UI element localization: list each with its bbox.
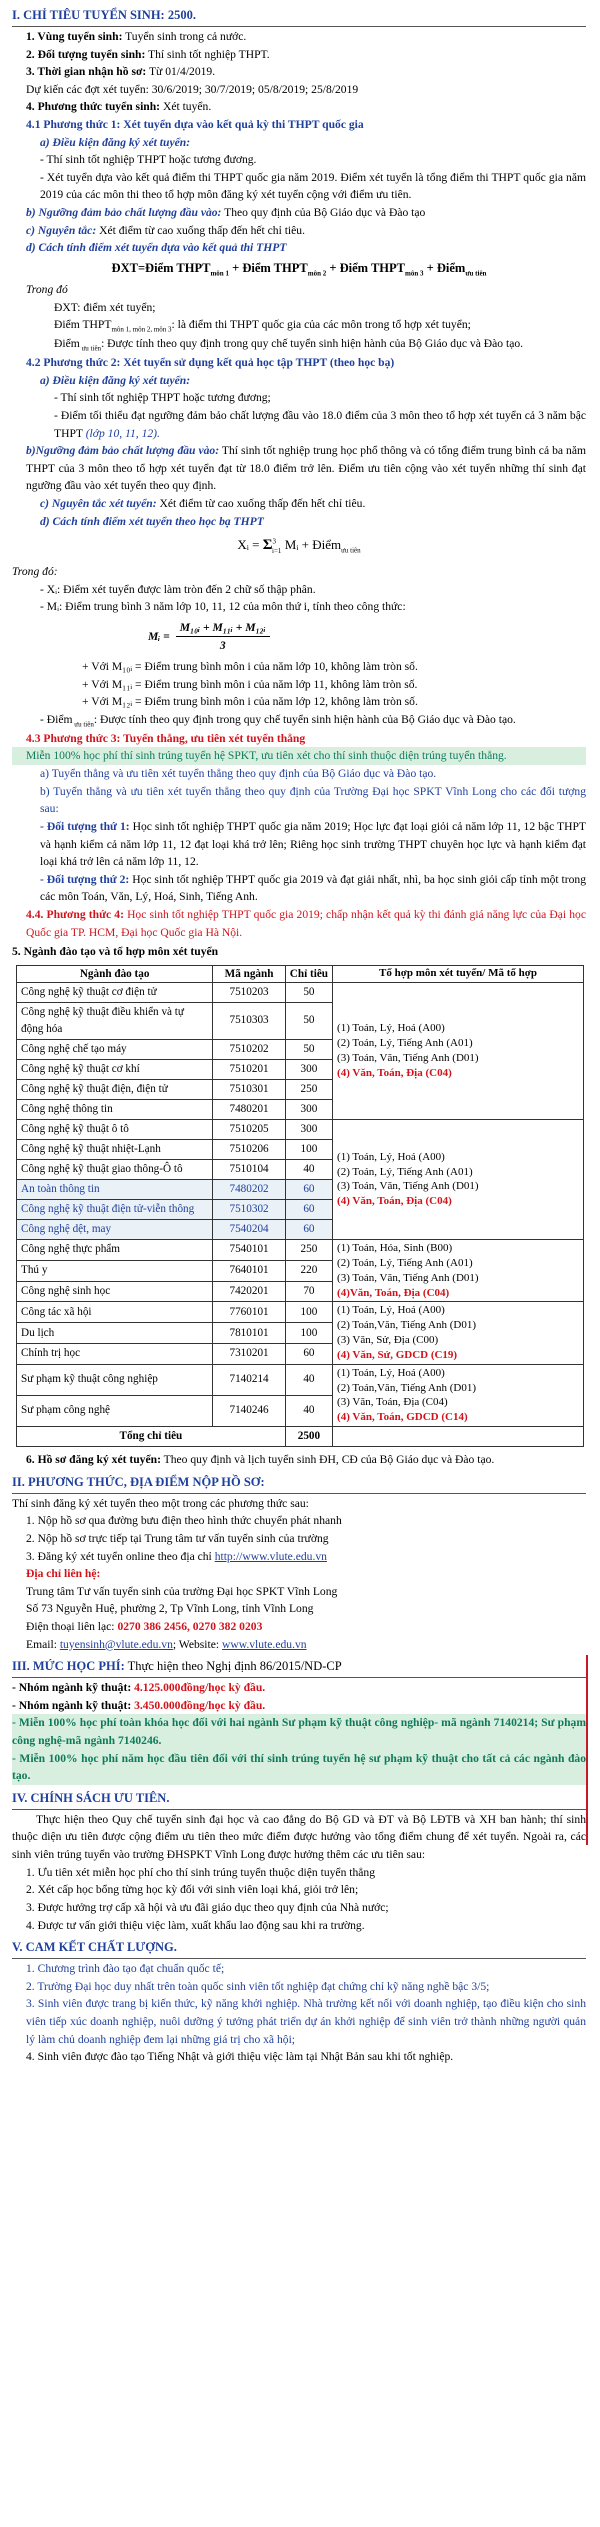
th-name: Ngành đào tạo (17, 965, 213, 982)
cell-name: Công nghệ kỹ thuật cơ khí (17, 1059, 213, 1079)
combo-line: (2) Toán, Lý, Tiếng Anh (A01) (337, 1036, 473, 1049)
m42-xi: - Xᵢ: Điểm xét tuyển được làm tròn đến 2 chữ số thập phân. (40, 582, 316, 596)
s1-dates: Dự kiến các đợt xét tuyển: 30/6/2019; 30/7/2019; 05/8/2019; 25/8/2019 (26, 82, 359, 96)
combo-line: (1) Toán, Lý, Hoá (A00) (337, 1366, 445, 1379)
contact-line-1: Trung tâm Tư vấn tuyển sinh của trường Đại học SPKT Vĩnh Long (26, 1584, 338, 1598)
m41-a2: - Xét tuyển dựa vào kết quả điểm thi THPT quốc gia năm 2019. Điểm xét tuyển là tổng điểm thi THPT quốc gia năm 2019 của các môn thi theo tổ hợp môn đăng ký xét tuyển cộng với điểm ưu tiên. (40, 170, 586, 202)
s4-item-4: 4. Được tư vấn giới thiệu việc làm, xuất khẩu lao động sau khi ra trường. (26, 1918, 365, 1932)
table-row (17, 982, 584, 1002)
cell-name: Công tác xã hội (17, 1302, 213, 1323)
cell-name: Công nghệ kỹ thuật nhiệt-Lạnh (17, 1139, 213, 1159)
s4-item-1: 1. Ưu tiên xét miễn học phí cho thí sinh trúng tuyển thuộc diện tuyển thẳng (26, 1865, 376, 1879)
section-3-title: III. MỨC HỌC PHÍ: Thực hiện theo Nghị định 86/2015/ND-CP (12, 1657, 586, 1678)
s6: 6. Hồ sơ đăng ký xét tuyển: Theo quy định và lịch tuyển sinh ĐH, CĐ của Bộ Giáo dục và Đào tạo. (26, 1453, 495, 1467)
m41-a1: - Thí sinh tốt nghiệp THPT hoặc tương đương. (40, 153, 257, 167)
combo-line: (1) Toán, Hóa, Sinh (B00) (337, 1241, 453, 1254)
s5-title: 5. Ngành đào tạo và tổ hợp môn xét tuyển (12, 945, 219, 959)
th-combo: Tổ hợp môn xét tuyển/ Mã tổ hợp (333, 965, 584, 982)
cell-quota: 70 (285, 1281, 332, 1302)
cell-code: 7540101 (213, 1239, 285, 1260)
cell-name: Công nghệ kỹ thuật ô tô (17, 1119, 213, 1139)
cell-code: 7480202 (213, 1179, 285, 1199)
contact-title: Địa chỉ liên hệ: (26, 1567, 101, 1581)
cell-quota: 100 (285, 1323, 332, 1344)
m42-d: d) Cách tính điểm xét tuyển theo học bạ THPT (40, 514, 264, 528)
s1-line-1: 1. Vùng tuyển sinh: Tuyển sinh trong cả nước. (26, 30, 247, 43)
combo-cell (333, 982, 584, 1119)
th-code: Mã ngành (213, 965, 285, 982)
table-row (17, 1364, 584, 1395)
m42-a: a) Điều kiện đăng ký xét tuyển: (40, 373, 191, 387)
s1-line-2: 2. Đối tượng tuyển sinh: Thí sinh tốt nghiệp THPT. (26, 47, 270, 61)
cell-code: 7480201 (213, 1099, 285, 1119)
m41-thpt: Điểm $THPT_{môn 1, môn 2, môn 3}$: là điểm thi THPT quốc gia của các môn trong tổ hợp xét tuyển; (54, 318, 471, 334)
cell-code: 7510205 (213, 1119, 285, 1139)
combo-line-highlight: (4) Văn, Sử, GDCD (C19) (337, 1348, 458, 1361)
cell-name: An toàn thông tin (17, 1179, 213, 1199)
cell-code: 7140214 (213, 1364, 285, 1395)
cell-name: Công nghệ kỹ thuật giao thông-Ô tô (17, 1159, 213, 1179)
m42-v2: + Với M₁₁ᵢ = Điểm trung bình môn i của năm lớp 11, không làm tròn số. (82, 677, 418, 691)
cell-name: Công nghệ thông tin (17, 1099, 213, 1119)
m41-ut: Điểm $_{ưu tiên}$: Được tính theo quy định trong quy chế tuyển sinh hiện hành của Bộ Giáo dục và Đào tạo. (54, 337, 524, 353)
total-label: Tổng chỉ tiêu (17, 1427, 286, 1447)
mi-fraction: Mᵢ = $\frac{\text{M₁₀ᵢ + M₁₁ᵢ + M₁₂ᵢ}}{3}$ (12, 619, 586, 655)
cell-code: 7540204 (213, 1219, 285, 1239)
cell-name: Công nghệ chế tạo máy (17, 1039, 213, 1059)
cell-code: 7760101 (213, 1302, 285, 1323)
cell-code: 7810101 (213, 1323, 285, 1344)
m42-a2: - Điểm tối thiểu đạt ngưỡng đảm bảo chất lượng đầu vào 18.0 điểm của 3 môn theo tổ hợp xét tuyển cả 3 năm bậc THPT (lớp 10, 11, 12). (54, 408, 586, 440)
m43-a: a) Tuyển thẳng và ưu tiên xét tuyển thẳng theo quy định của Bộ Giáo dục và Đào tạo. (40, 767, 437, 781)
section-1-title: I. CHỈ TIÊU TUYỂN SINH: 2500. (12, 6, 586, 27)
cell-quota: 50 (285, 1002, 332, 1039)
cell-code: 7140246 (213, 1395, 285, 1426)
cell-quota: 100 (285, 1302, 332, 1323)
s4-item-3: 3. Được hưởng trợ cấp xã hội và ưu đãi giáo dục theo quy định của Nhà nước; (26, 1900, 389, 1914)
cell-name: Công nghệ kỹ thuật điện tử-viễn thông (17, 1199, 213, 1219)
cell-quota: 300 (285, 1099, 332, 1119)
method-3-title: 4.3 Phương thức 3: Tuyển thẳng, ưu tiên xét tuyển thẳng (26, 731, 306, 745)
total-value: 2500 (285, 1427, 332, 1447)
cell-code: 7510206 (213, 1139, 285, 1159)
combo-line-highlight: (4)Văn, Toán, Địa (C04) (337, 1286, 450, 1299)
total-row (17, 1427, 584, 1447)
contact-line-2: Số 73 Nguyễn Huệ, phường 2, Tp Vĩnh Long, tỉnh Vĩnh Long (26, 1602, 314, 1616)
combo-line: (1) Toán, Lý, Hoá (A00) (337, 1150, 445, 1163)
m42-v1: + Với M₁₀ᵢ = Điểm trung bình môn i của năm lớp 10, không làm tròn số. (82, 660, 418, 674)
m42-a1: - Thí sinh tốt nghiệp THPT hoặc tương đương; (54, 391, 271, 405)
s1-line-3: 3. Thời gian nhận hồ sơ: Từ 01/4/2019. (26, 65, 216, 79)
m42-b: b)Ngưỡng đảm bảo chất lượng đầu vào: Thí sinh tốt nghiệp trung học phổ thông và có tổng điểm trung bình cả ba năm THPT của 3 môn theo tổ hợp xét tuyển đạt từ 18.0 điểm trở lên. Điểm ưu tiên cộng vào xét tuyển những thí sinh đạt ngưỡng đầu vào xét tuyển theo quy định. (26, 444, 586, 493)
fee-2: - Nhóm ngành kỹ thuật: 3.450.000đồng/học kỳ đầu. (12, 1698, 266, 1712)
cell-name: Du lịch (17, 1323, 213, 1344)
table-row (17, 1119, 584, 1139)
cell-quota: 40 (285, 1364, 332, 1395)
s5b-item-4: 4. Sinh viên được đào tạo Tiếng Nhật và giới thiệu việc làm tại Nhật Bản sau khi tốt nghiệp. (26, 2050, 454, 2064)
cell-name: Chính trị học (17, 1343, 213, 1364)
s2-item-1: 1. Nộp hồ sơ qua đường bưu điện theo hình thức chuyển phát nhanh (26, 1514, 342, 1528)
table-row (17, 1239, 584, 1260)
combo-line-highlight: (4) Văn, Toán, Địa (C04) (337, 1066, 452, 1079)
cell-name: Thú y (17, 1260, 213, 1281)
combo-line: (3) Toán, Văn, Tiếng Anh (D01) (337, 1271, 479, 1284)
fee-4: - Miễn 100% học phí năm học đầu tiên đối với thí sinh trúng tuyển hệ sư phạm kỹ thuật cho tất cả các ngành đào tạo. (12, 1750, 586, 1785)
cell-name: Sư phạm công nghệ (17, 1395, 213, 1426)
combo-cell (333, 1302, 584, 1364)
cell-name: Công nghệ kỹ thuật điều khiển và tự động hóa (17, 1002, 213, 1039)
margin-red-mark (586, 1655, 588, 1845)
cell-code: 7510104 (213, 1159, 285, 1179)
cell-code: 7420201 (213, 1281, 285, 1302)
cell-quota: 60 (285, 1219, 332, 1239)
cell-name: Sư phạm kỹ thuật công nghiệp (17, 1364, 213, 1395)
m41-dxt: ĐXT: điểm xét tuyển; (54, 300, 156, 314)
cell-quota: 40 (285, 1159, 332, 1179)
cell-code: 7510201 (213, 1059, 285, 1079)
section-4-title: IV. CHÍNH SÁCH ƯU TIÊN. (12, 1789, 586, 1810)
majors-table (16, 965, 584, 1447)
combo-line: (3) Văn, Sử, Địa (C00) (337, 1334, 439, 1347)
section-5-title: V. CAM KẾT CHẤT LƯỢNG. (12, 1938, 586, 1959)
combo-line: (2) Toán, Lý, Tiếng Anh (A01) (337, 1165, 473, 1178)
cell-quota: 250 (285, 1239, 332, 1260)
s2-item-2: 2. Nộp hồ sơ trực tiếp tại Trung tâm tư vấn tuyển sinh của trường (26, 1531, 329, 1545)
cell-code: 7310201 (213, 1343, 285, 1364)
th-quota: Chỉ tiêu (285, 965, 332, 982)
combo-line: (1) Toán, Lý, Hoá (A00) (337, 1304, 445, 1317)
cell-name: Công nghệ kỹ thuật cơ điện tử (17, 982, 213, 1002)
s2-item-3: 3. Đăng ký xét tuyển online theo địa chỉ http://www.vlute.edu.vn (26, 1549, 327, 1563)
s5b-item-1: 1. Chương trình đào tạo đạt chuẩn quốc tế; (26, 1962, 225, 1976)
cell-name: Công nghệ thực phẩm (17, 1239, 213, 1260)
cell-quota: 300 (285, 1119, 332, 1139)
m41-trongdo: Trong đó (26, 283, 68, 297)
m42-c: c) Nguyên tắc xét tuyển: Xét điểm từ cao xuống thấp đến hết chỉ tiêu. (40, 497, 366, 511)
fee-1: - Nhóm ngành kỹ thuật: 4.125.000đồng/học kỳ đầu. (12, 1681, 266, 1695)
cell-quota: 60 (285, 1179, 332, 1199)
m43-t1: - Đối tượng thứ 1: Học sinh tốt nghiệp THPT quốc gia năm 2019; Học lực đạt loại giỏi cả năm lớp 11, 12 bậc THPT và hạnh kiểm cả năm lớp 11, 12 đạt loại khá trở lên; Riêng học sinh trường THPT chuyên học lực và hạnh kiểm đạt loại khá trở lên cả năm lớp 11, 12. (40, 819, 586, 869)
cell-quota: 50 (285, 982, 332, 1002)
website-link[interactable]: www.vlute.edu.vn (221, 1637, 307, 1651)
combo-cell (333, 1119, 584, 1239)
combo-line: (3) Toán, Văn, Tiếng Anh (D01) (337, 1051, 479, 1064)
email-link[interactable]: tuyensinh@vlute.edu.vn (59, 1637, 173, 1651)
cell-code: 7510202 (213, 1039, 285, 1059)
cell-quota: 50 (285, 1039, 332, 1059)
xi-formula: Xᵢ = $\Sigma^3_{i=1}$ Mᵢ + Điểm$_{ưu tiên}$ (237, 537, 361, 555)
cell-quota: 250 (285, 1079, 332, 1099)
cell-code: 7510303 (213, 1002, 285, 1039)
combo-line: (2) Toán,Văn, Tiếng Anh (D01) (337, 1319, 476, 1332)
method-4: 4.4. Phương thức 4: Học sinh tốt nghiệp THPT quốc gia 2019; chấp nhận kết quả kỳ thi đánh giá năng lực của Đại học Quốc gia TP. HCM, Đại học Quốc gia Hà Nội. (26, 907, 587, 939)
method-1-title: 4.1 Phương thức 1: Xét tuyển dựa vào kết quả kỳ thi THPT quốc gia (26, 118, 364, 132)
method-2-title: 4.2 Phương thức 2: Xét tuyển sử dụng kết quả học tập THPT (theo học bạ) (26, 356, 395, 370)
m41-d: d) Cách tính điểm xét tuyển dựa vào kết quả thi THPT (26, 241, 287, 255)
m43-t2: - Đối tượng thứ 2: Học sinh tốt nghiệp THPT quốc gia 2019 và đạt giải nhất, nhì, ba học sinh giỏi cấp tỉnh một trong các môn Toán, Văn, Lý, Hoá, Sinh, Tiếng Anh. (40, 872, 586, 904)
s4-item-2: 2. Xét cấp học bổng từng học kỳ đối với sinh viên loại khá, giỏi trở lên; (26, 1883, 359, 1897)
combo-line-highlight: (4) Văn, Toán, Địa (C04) (337, 1195, 452, 1208)
table-row (17, 1302, 584, 1323)
cell-quota: 60 (285, 1199, 332, 1219)
m42-ut: - Điểm $_{ưu tiên}$: Được tính theo quy định trong quy chế tuyển sinh hiện hành của Bộ Giáo dục và Đào tạo. (40, 712, 516, 729)
cell-code: 7510203 (213, 982, 285, 1002)
s5b-item-3: 3. Sinh viên được trang bị kiến thức, kỹ năng khởi nghiệp. Nhà trường kết nối với doanh nghiệp, tạo điều kiện cho sinh viên tiếp xúc doanh nghiệp, nuôi dưỡng ý tưởng phát triển dự án khởi nghiệp để sinh viên trở thành những người quản lý làm chủ doanh nghiệp đem lại những giá trị cho xã hội; (26, 1997, 586, 2046)
contact-phone: Điện thoại liên lạc: 0270 386 2456, 0270 382 0203 (26, 1619, 263, 1633)
cell-quota: 220 (285, 1260, 332, 1281)
cell-quota: 100 (285, 1139, 332, 1159)
m41-c: c) Nguyên tắc: Xét điểm từ cao xuống thấp đến hết chỉ tiêu. (26, 223, 305, 237)
combo-line: (3) Văn, Toán, Địa (C04) (337, 1396, 448, 1409)
combo-line: (1) Toán, Lý, Hoá (A00) (337, 1022, 445, 1035)
combo-cell (333, 1364, 584, 1426)
section-2-title: II. PHƯƠNG THỨC, ĐỊA ĐIỂM NỘP HỒ SƠ: (12, 1473, 586, 1494)
cell-code: 7510301 (213, 1079, 285, 1099)
dxt-formula: ĐXT=Điểm $THPT_{môn 1}$ + Điểm $THPT_{môn 2}$ + Điểm $THPT_{môn 3}$ + Điểm$_{ưu tiên}$ (111, 260, 487, 278)
combo-line: (2) Toán, Lý, Tiếng Anh (A01) (337, 1256, 473, 1269)
s1-method: 4. Phương thức tuyển sinh: Xét tuyển. (26, 100, 212, 114)
combo-line-highlight: (4) Văn, Toán, GDCD (C14) (337, 1411, 468, 1424)
contact-email: Email: tuyensinh@vlute.edu.vn; Website: www.vlute.edu.vn (26, 1637, 307, 1651)
cell-quota: 300 (285, 1059, 332, 1079)
cell-name: Công nghệ sinh học (17, 1281, 213, 1302)
m42-mi: - Mᵢ: Điểm trung bình 3 năm lớp 10, 11, 12 của môn thứ i, tính theo công thức: (40, 600, 406, 614)
s4-intro: Thực hiện theo Quy chế tuyển sinh đại học và cao đẳng do Bộ GD và ĐT và Bộ LĐTB và XH ban hành; thí sinh thuộc diện ưu tiên được cộng điểm ưu tiên theo mức điểm được hưởng vào tổng điểm chung để xét tuyển. Ngoài ra, các sinh viên trúng tuyển vào trường ĐHSPKT Vĩnh Long được hưởng thêm các ưu tiên sau: (12, 1812, 586, 1862)
s5b-item-2: 2. Trường Đại học duy nhất trên toàn quốc sinh viên tốt nghiệp đạt chứng chỉ kỹ năng nghề bậc 3/5; (26, 1979, 490, 1993)
m42-trongdo: Trong đó: (12, 565, 58, 579)
combo-line: (2) Toán,Văn, Tiếng Anh (D01) (337, 1381, 476, 1394)
fee-3: - Miễn 100% học phí toàn khóa học đối với hai ngành Sư phạm kỹ thuật công nghiệp- mã ngành 7140214; Sư phạm công nghệ-mã ngành 7140246. (12, 1714, 586, 1749)
cell-quota: 60 (285, 1343, 332, 1364)
m41-b: b) Ngưỡng đảm bảo chất lượng đầu vào: Theo quy định của Bộ Giáo dục và Đào tạo (26, 206, 426, 220)
combo-line: (3) Toán, Văn, Tiếng Anh (D01) (337, 1180, 479, 1193)
cell-code: 7640101 (213, 1260, 285, 1281)
cell-quota: 40 (285, 1395, 332, 1426)
s2-intro: Thí sinh đăng ký xét tuyển theo một trong các phương thức sau: (12, 1496, 309, 1510)
m43-intro: Miễn 100% học phí thí sinh trúng tuyển hệ SPKT, ưu tiên xét cho thí sinh thuộc diện trúng tuyển thẳng. (12, 747, 586, 765)
m41-a: a) Điều kiện đăng ký xét tuyển: (40, 135, 191, 149)
m43-b: b) Tuyển thẳng và ưu tiên xét tuyển thẳng theo quy định của Trường Đại học SPKT Vĩnh Long cho các đối tượng sau: (40, 784, 586, 816)
m42-v3: + Với M₁₂ᵢ = Điểm trung bình môn i của năm lớp 12, không làm tròn số. (82, 695, 418, 709)
cell-code: 7510302 (213, 1199, 285, 1219)
combo-cell (333, 1239, 584, 1301)
online-registration-link[interactable]: http://www.vlute.edu.vn (214, 1549, 327, 1563)
total-empty (333, 1427, 584, 1447)
cell-name: Công nghệ dệt, may (17, 1219, 213, 1239)
cell-name: Công nghệ kỹ thuật điện, điện tử (17, 1079, 213, 1099)
